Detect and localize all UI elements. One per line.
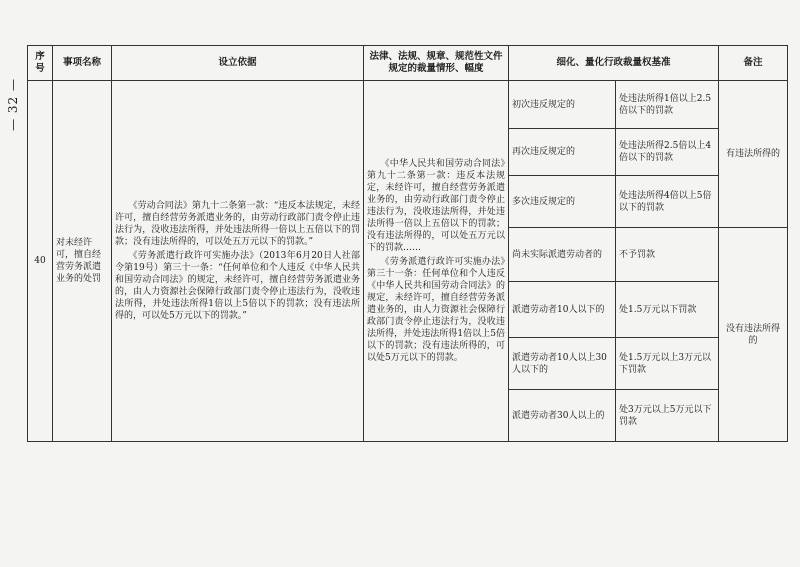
header-name: 事项名称 <box>53 46 112 81</box>
situation-cell: 派遣劳动者10人以上30人以下的 <box>509 338 616 390</box>
header-remark: 备注 <box>719 46 788 81</box>
row-number: 40 <box>28 81 53 442</box>
range-cell: 不予罚款 <box>616 228 719 282</box>
page-number: — 32 — <box>6 78 20 131</box>
situation-cell: 尚未实际派遣劳动者的 <box>509 228 616 282</box>
legal-basis <box>112 81 364 442</box>
law-paragraph: 《劳务派遣行政许可实施办法》第三十一条：任何单位和个人违反《中华人民共和国劳动合同法》的规定，未经许可，擅自经营劳务派遣业务的，由人力资源社会保障行政部门责令停止违法行为，没收违法所得，并处违法所得1倍以上5倍以下的罚款；没有违法所得的，可以处5万元以下的罚款。 <box>367 257 505 363</box>
basis-paragraph: 《劳动合同法》第九十二条第一款：“违反本法规定，未经许可，擅自经营劳务派遣业务的，由劳动行政部门责令停止违法行为，没收违法所得，并处违法所得一倍以上五倍以下的罚款；没有违法所得的，可以处五万元以下的罚款。” <box>115 201 360 247</box>
range-cell: 处违法所得2.5倍以上4倍以下的罚款 <box>616 129 719 176</box>
page-blank-area <box>0 440 800 567</box>
law-provisions <box>364 81 509 442</box>
situation-cell: 初次违反规定的 <box>509 81 616 129</box>
range-cell: 处1.5万元以上3万元以下罚款 <box>616 338 719 390</box>
range-cell: 处违法所得1倍以上2.5倍以下的罚款 <box>616 81 719 129</box>
range-cell: 处违法所得4倍以上5倍以下的罚款 <box>616 176 719 228</box>
range-cell: 处1.5万元以下罚款 <box>616 282 719 338</box>
table-row <box>28 81 788 129</box>
law-paragraph: 《中华人民共和国劳动合同法》第九十二条第一款：违反本法规定，未经许可，擅自经营劳务派遣业务的，由劳动行政部门责令停止违法行为，没收违法所得，并处违法所得一倍以上五倍以下的罚款；没有违法所得的，可以处五万元以下的罚款…… <box>367 159 505 253</box>
header-no: 序号 <box>28 46 53 81</box>
situation-cell: 派遣劳动者10人以下的 <box>509 282 616 338</box>
header-basis: 设立依据 <box>112 46 364 81</box>
header-standard: 细化、量化行政裁量权基准 <box>509 46 719 81</box>
situation-cell: 再次违反规定的 <box>509 129 616 176</box>
remark-with-income: 有违法所得的 <box>719 81 788 228</box>
situation-cell: 多次违反规定的 <box>509 176 616 228</box>
situation-cell: 派遣劳动者30人以上的 <box>509 390 616 442</box>
header-law: 法律、法规、规章、规范性文件规定的裁量情形、幅度 <box>364 46 509 81</box>
remark-without-income: 没有违法所得的 <box>719 228 788 442</box>
range-cell: 处3万元以上5万元以下罚款 <box>616 390 719 442</box>
discretion-standard-table <box>27 45 788 442</box>
basis-paragraph: 《劳务派遣行政许可实施办法》（2013年6月20日人社部令第19号）第三十一条：“任何单位和个人违反《中华人民共和国劳动合同法》的规定，未经许可，擅自经营劳务派遣业务的，由人力资源社会保障行政部门责令停止违法行为，没收违法所得，并处违法所得1倍以上5倍以下的罚款；没有违法所得的，可以处5万元以下的罚款。” <box>115 251 360 321</box>
table-header-row <box>28 46 788 81</box>
item-name: 对未经许可，擅自经营劳务派遣业务的处罚 <box>53 81 112 442</box>
